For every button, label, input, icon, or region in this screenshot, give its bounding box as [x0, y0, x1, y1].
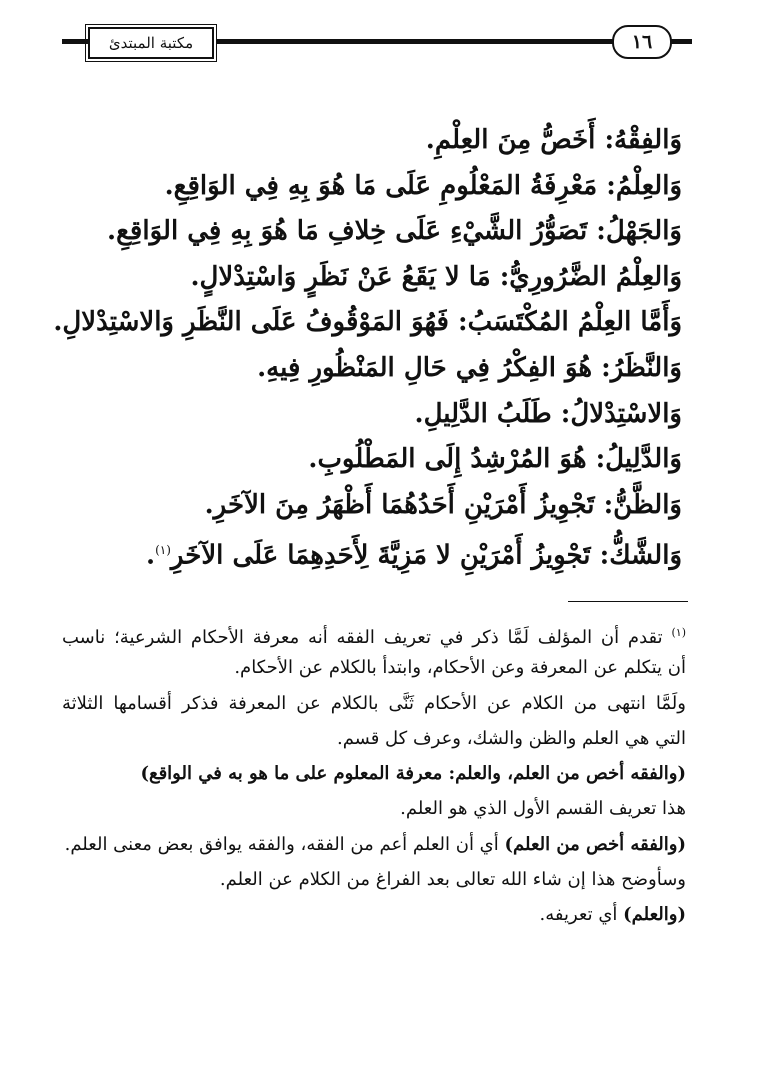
quoted-text: (والفقه أخص من العلم): [504, 833, 686, 855]
definition-line: وَالعِلْمُ الضَّرُورِيُّ: مَا لا يَقَعُ عَنْ نَظَرٍ وَاسْتِدْلالٍ.: [190, 261, 682, 292]
definition-line: وَالشَّكُّ: تَجْوِيزُ أَمْرَيْنِ لا مَزِيَّةَ لِأَحَدِهِمَا عَلَى الآخَرِ$^{(١)}$.: [146, 541, 682, 571]
footnote-line: [62, 827, 686, 862]
footnote-text: أي أن العلم أعم من الفقه، والفقه يوافق بعض معنى العلم.: [64, 833, 505, 855]
definition-line: وَالجَهْلُ: تَصَوُّرُ الشَّيْءِ عَلَى خِلافِ مَا هُوَ بِهِ فِي الوَاقِعِ.: [107, 216, 682, 247]
footnote-line: أن يتكلم عن المعرفة وعن الأحكام، وابتدأ بالكلام عن الأحكام.: [234, 657, 686, 679]
definition-line: وَالعِلْمُ: مَعْرِفَةُ المَعْلُومِ عَلَى مَا هُوَ بِهِ فِي الوَاقِعِ.: [164, 170, 682, 201]
footnote-line: [62, 897, 686, 932]
page-header: [0, 0, 758, 70]
footnote-line: [62, 615, 686, 650]
header-rule-left: [62, 39, 88, 44]
quoted-text: (والفقه أخص من العلم، والعلم: معرفة المعلوم على ما هو به في الواقع): [140, 763, 686, 785]
definition-line: وَالدَّلِيلُ: هُوَ المُرْشِدُ إِلَى المَطْلُوبِ.: [308, 444, 682, 475]
definition-line: وَأَمَّا العِلْمُ المُكْتَسَبُ: فَهُوَ المَوْقُوفُ عَلَى النَّظَرِ وَالاسْتِدْلالِ.: [53, 307, 682, 338]
footnote-text: أي تعريفه.: [539, 904, 624, 926]
footnote-separator: [568, 601, 688, 602]
footnote-line: هذا تعريف القسم الأول الذي هو العلم.: [400, 798, 686, 820]
book-title: مكتبة المبتدئ: [88, 27, 214, 59]
definitions-block: [53, 118, 682, 574]
footnote-text: تقدم أن المؤلف لَمَّا ذكر في تعريف الفقه أنه معرفة الأحكام الشرعية؛ ناسب: [62, 627, 663, 648]
header-rule-middle: [216, 39, 614, 44]
footnote-line: [62, 756, 686, 791]
page-number: ١٦: [612, 25, 672, 59]
footnote-line: التي هي العلم والظن والشك، وعرف كل قسم.: [336, 727, 686, 749]
footnote-block: [62, 615, 686, 933]
footnote-marker: (١): [671, 626, 686, 639]
definition-text: وَالشَّكُّ: تَجْوِيزُ أَمْرَيْنِ لا مَزِيَّةَ لِأَحَدِهِمَا عَلَى الآخَرِ: [170, 541, 682, 571]
definition-line: وَالنَّظَرُ: هُوَ الفِكْرُ فِي حَالِ المَنْظُورِ فِيهِ.: [257, 352, 682, 383]
quoted-text: (والعلم): [623, 904, 686, 926]
footnote-line: وسأوضح هذا إن شاء الله تعالى بعد الفراغ من الكلام عن العلم.: [219, 869, 686, 891]
definition-line: وَالظَّنُّ: تَجْوِيزُ أَمْرَيْنِ أَحَدُهُمَا أَظْهَرُ مِنَ الآخَرِ.: [204, 489, 682, 520]
definition-line: وَالاسْتِدْلالُ: طَلَبُ الدَّلِيلِ.: [414, 398, 682, 429]
definition-line: وَالفِقْهُ: أَخَصُّ مِنَ العِلْمِ.: [425, 125, 682, 155]
footnote-line: ولَمَّا انتهى من الكلام عن الأحكام ثَنَّى بالكلام عن المعرفة فذكر أقسامها الثلاثة: [62, 692, 686, 714]
footnote-reference: (١): [155, 543, 171, 558]
